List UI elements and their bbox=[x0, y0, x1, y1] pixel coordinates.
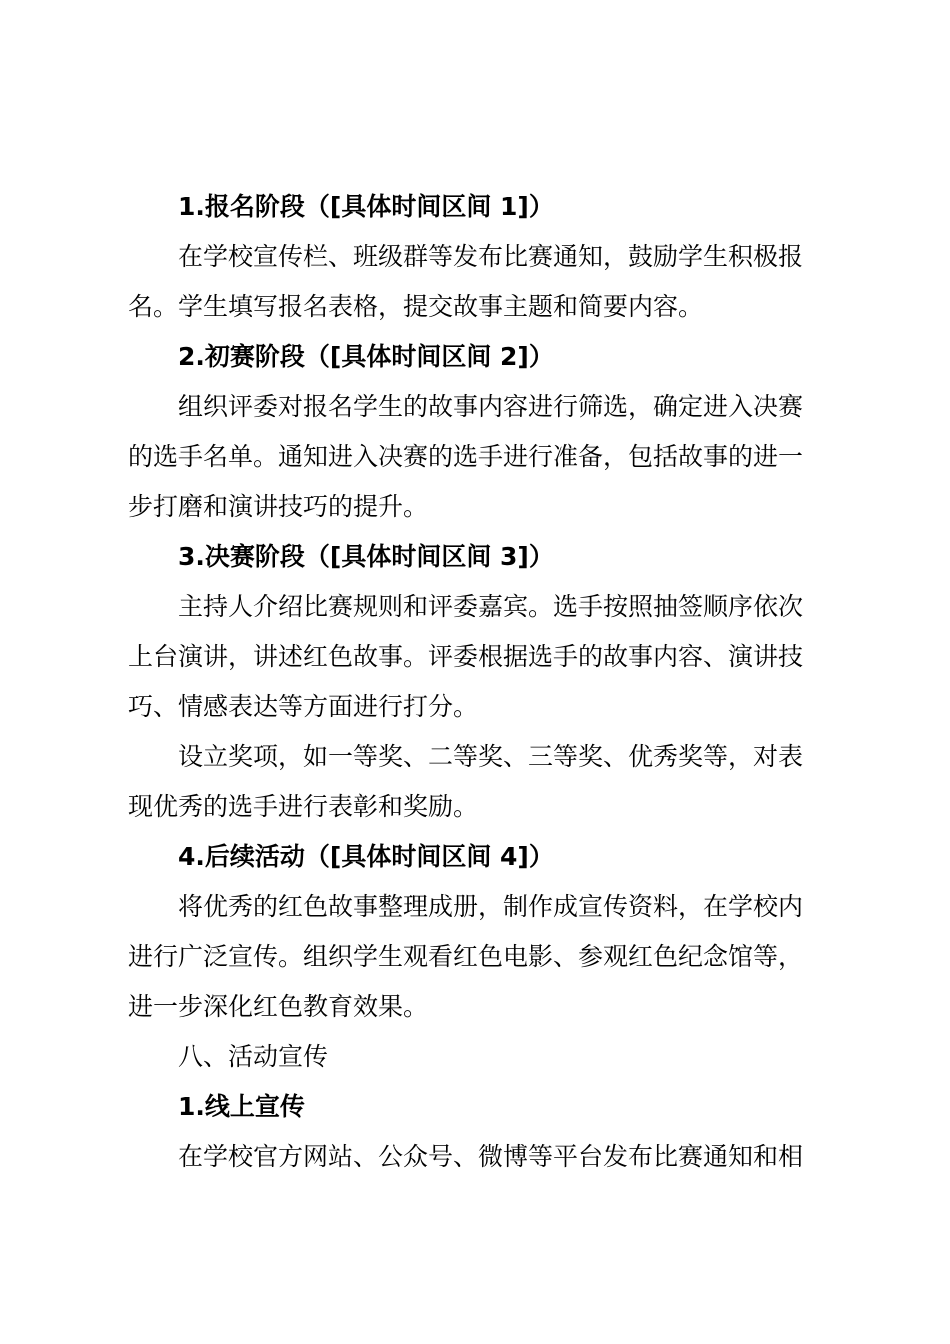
paragraph-line: 名。学生填写报名表格，提交故事主题和简要内容。 bbox=[128, 292, 704, 321]
paragraph-line: 的选手名单。通知进入决赛的选手进行准备，包括故事的进一 bbox=[128, 442, 804, 471]
section-heading-preliminary: 2.初赛阶段（[具体时间区间 2]） bbox=[178, 342, 554, 371]
paragraph-line: 主持人介绍比赛规则和评委嘉宾。选手按照抽签顺序依次 bbox=[178, 592, 804, 621]
paragraph-line: 进行广泛宣传。组织学生观看红色电影、参观红色纪念馆等， bbox=[128, 942, 804, 971]
section-heading-final: 3.决赛阶段（[具体时间区间 3]） bbox=[178, 542, 554, 571]
paragraph-line: 在学校宣传栏、班级群等发布比赛通知，鼓励学生积极报 bbox=[178, 242, 804, 271]
paragraph-line: 现优秀的选手进行表彰和奖励。 bbox=[128, 792, 479, 821]
paragraph-line: 进一步深化红色教育效果。 bbox=[128, 992, 429, 1021]
paragraph-line: 组织评委对报名学生的故事内容进行筛选，确定进入决赛 bbox=[178, 392, 804, 421]
paragraph-line: 巧、情感表达等方面进行打分。 bbox=[128, 692, 479, 721]
paragraph-line: 在学校官方网站、公众号、微博等平台发布比赛通知和相 bbox=[178, 1142, 804, 1171]
paragraph-line: 上台演讲，讲述红色故事。评委根据选手的故事内容、演讲技 bbox=[128, 642, 804, 671]
section-heading-online: 1.线上宣传 bbox=[178, 1092, 305, 1121]
section-heading-followup: 4.后续活动（[具体时间区间 4]） bbox=[178, 842, 554, 871]
paragraph-line: 步打磨和演讲技巧的提升。 bbox=[128, 492, 429, 521]
paragraph-line: 设立奖项，如一等奖、二等奖、三等奖、优秀奖等，对表 bbox=[178, 742, 804, 771]
section-heading-registration: 1.报名阶段（[具体时间区间 1]） bbox=[178, 192, 554, 221]
paragraph-line: 将优秀的红色故事整理成册，制作成宣传资料，在学校内 bbox=[178, 892, 804, 921]
chapter-heading-publicity: 八、活动宣传 bbox=[178, 1042, 329, 1071]
